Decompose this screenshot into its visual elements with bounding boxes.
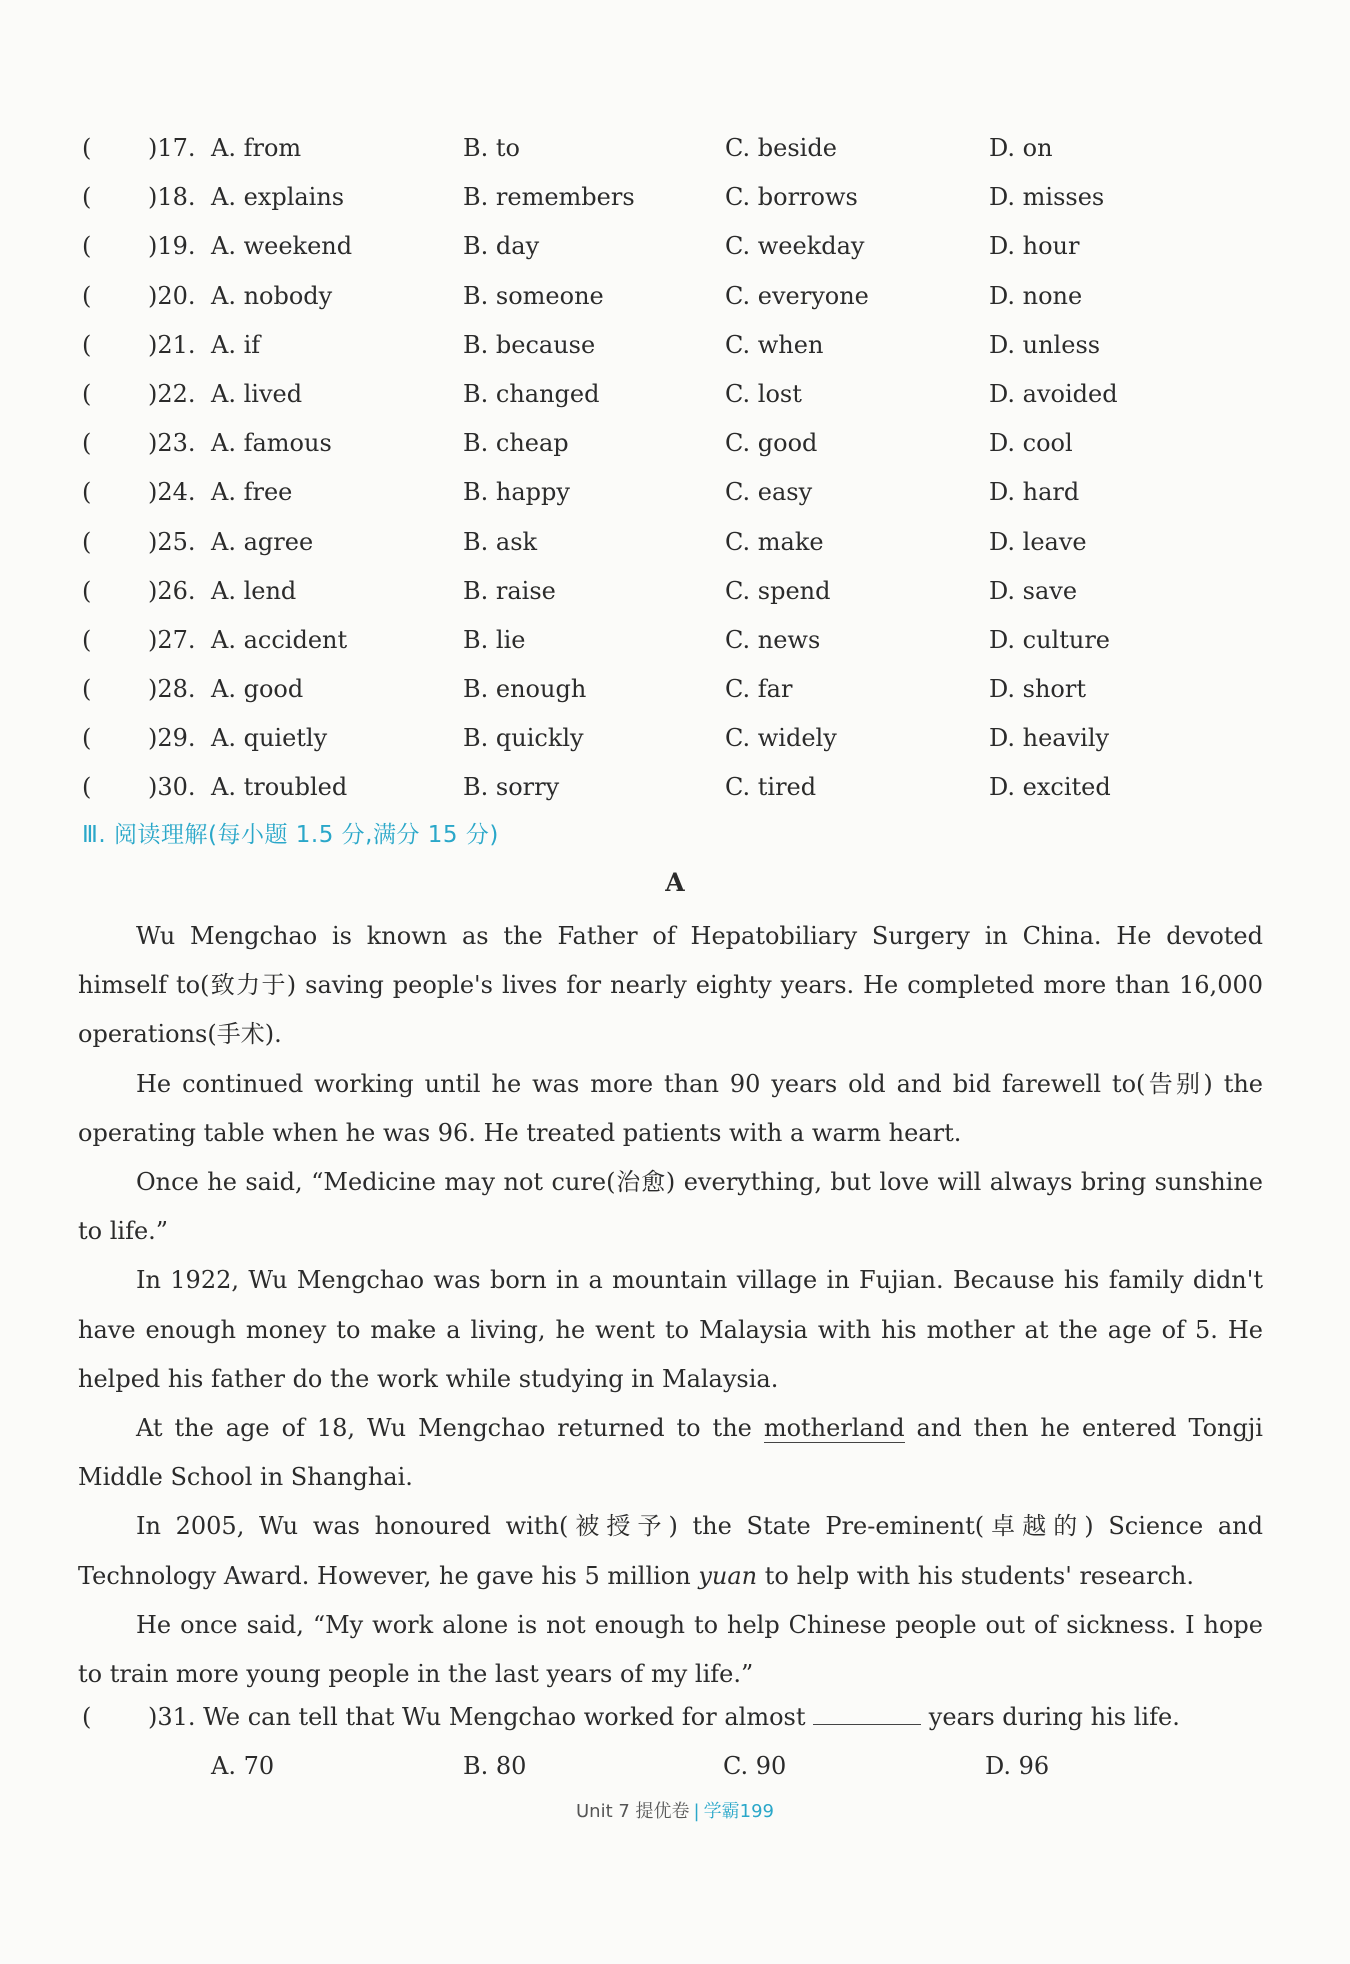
option-d[interactable]: D. avoided (989, 379, 1118, 408)
question-row (78, 468, 1278, 517)
option-c[interactable]: C. make (725, 527, 824, 556)
option-d[interactable]: D. 96 (985, 1752, 1050, 1780)
question-row (78, 124, 1278, 173)
option-b[interactable]: B. someone (463, 281, 604, 310)
question-row (78, 370, 1278, 419)
option-d[interactable]: D. heavily (989, 724, 1110, 753)
option-c[interactable]: C. good (725, 429, 818, 458)
answer-paren[interactable]: ( (82, 724, 92, 753)
underlined-word: motherland (763, 1414, 905, 1443)
option-b[interactable]: B. happy (463, 478, 570, 507)
passage-paragraph (78, 1404, 1263, 1502)
option-d[interactable]: D. short (989, 675, 1086, 704)
question-number: )29. (148, 724, 196, 753)
question-number: )17. (148, 134, 196, 162)
question-number: )30. (148, 773, 196, 802)
option-a[interactable]: A. 70 (211, 1752, 275, 1780)
option-c[interactable]: C. easy (725, 478, 813, 507)
passage-paragraph: Wu Mengchao is known as the Father of Hepatobiliary Surgery in China. He devoted himself to(致力于) saving people's lives for nearly eighty years. He completed more than 16,000 operations(手术). (78, 922, 1263, 1049)
option-a[interactable]: A. agree (211, 527, 314, 556)
question-row (78, 616, 1278, 665)
option-b[interactable]: B. ask (463, 527, 538, 556)
option-a[interactable]: A. lend (211, 576, 297, 605)
question-row (78, 567, 1278, 616)
passage-letter: A (665, 868, 685, 897)
question-row (78, 763, 1278, 812)
footer-separator: | (693, 1801, 700, 1822)
option-d[interactable]: D. misses (989, 183, 1105, 212)
option-a[interactable]: A. good (211, 675, 304, 704)
option-d[interactable]: D. culture (989, 625, 1110, 654)
option-d[interactable]: D. hard (989, 478, 1080, 507)
option-d[interactable]: D. save (989, 576, 1078, 605)
question-number: )27. (148, 625, 196, 654)
answer-paren[interactable]: ( (82, 625, 92, 654)
text-span: to help with his students' research. (757, 1561, 1194, 1590)
option-a[interactable]: A. famous (211, 429, 332, 458)
option-c[interactable]: C. when (725, 330, 824, 359)
question-row (78, 173, 1278, 222)
option-c[interactable]: C. beside (725, 134, 837, 162)
answer-paren[interactable]: ( (82, 183, 92, 212)
passage-paragraph: Once he said, “Medicine may not cure(治愈) everything, but love will always bring sunshine to life.” (78, 1168, 1263, 1246)
question-number: )18. (148, 183, 196, 212)
option-d[interactable]: D. leave (989, 527, 1087, 556)
option-a[interactable]: A. if (211, 330, 261, 359)
question-row (78, 518, 1278, 567)
question-number: )23. (148, 429, 196, 458)
text-span: In 2005, Wu was honoured with(被授予) the State Pre-eminent(卓越的) Science and Technology Award. However, he gave his 5 million (78, 1512, 1263, 1590)
question-row (78, 714, 1278, 763)
option-d[interactable]: D. excited (989, 773, 1111, 802)
answer-paren[interactable]: ( (82, 330, 92, 359)
question-row (78, 222, 1278, 271)
passage-paragraph: He continued working until he was more than 90 years old and bid farewell to(告别) the operating table when he was 96. He treated patients with a warm heart. (78, 1069, 1263, 1147)
option-d[interactable]: D. cool (989, 429, 1073, 458)
option-c[interactable]: C. spend (725, 576, 831, 605)
cloze-options-list (78, 124, 1278, 813)
option-b[interactable]: B. lie (463, 625, 526, 654)
option-c[interactable]: C. tired (725, 773, 817, 802)
option-c[interactable]: C. widely (725, 724, 837, 753)
option-b[interactable]: B. cheap (463, 429, 569, 458)
text-span: years during his life. (921, 1703, 1180, 1731)
passage-paragraph (78, 1502, 1263, 1600)
option-c[interactable]: C. weekday (725, 232, 865, 261)
answer-paren[interactable]: ( (82, 281, 92, 310)
answer-paren[interactable]: ( (82, 429, 92, 458)
italic-word: yuan (698, 1561, 758, 1590)
answer-paren[interactable]: ( (82, 478, 92, 507)
option-a[interactable]: A. lived (211, 379, 303, 408)
page-number: 199 (739, 1801, 774, 1822)
question-row (78, 419, 1278, 468)
option-b[interactable]: B. enough (463, 675, 587, 704)
question-number: )24. (148, 478, 196, 507)
option-b[interactable]: B. quickly (463, 724, 584, 753)
option-a[interactable]: A. from (211, 134, 302, 162)
option-d[interactable]: D. hour (989, 232, 1080, 261)
option-b[interactable]: B. 80 (463, 1752, 527, 1780)
option-c[interactable]: C. far (725, 675, 793, 704)
passage-paragraph: He once said, “My work alone is not enough to help Chinese people out of sickness. I hope to train more young people in the last years of my life.” (78, 1610, 1263, 1689)
answer-paren[interactable]: ( (82, 1703, 92, 1731)
question-number: )28. (148, 675, 196, 704)
page-footer (0, 1797, 1350, 1823)
option-a[interactable]: A. quietly (211, 724, 328, 753)
option-a[interactable]: A. explains (211, 183, 345, 212)
option-a[interactable]: A. nobody (211, 281, 333, 310)
question-number: )22. (148, 379, 196, 408)
footer-brand: 学霸 (703, 1801, 740, 1822)
option-a[interactable]: A. free (211, 478, 293, 507)
answer-paren[interactable]: ( (82, 134, 92, 162)
passage-paragraph: In 1922, Wu Mengchao was born in a mountain village in Fujian. Because his family didn't have enough money to make a living, he went to Malaysia with his mother at the age of 5. He helped his father do the work while studying in Malaysia. (78, 1266, 1263, 1393)
option-a[interactable]: A. weekend (211, 232, 353, 261)
option-c[interactable]: C. everyone (725, 281, 869, 310)
footer-unit: Unit 7 提优卷 (576, 1801, 690, 1822)
text-span: )31. We can tell that Wu Mengchao worked for almost (148, 1703, 814, 1731)
answer-paren[interactable]: ( (82, 773, 92, 802)
option-c[interactable]: C. 90 (723, 1752, 787, 1780)
answer-paren[interactable]: ( (82, 379, 92, 408)
question-number: )26. (148, 576, 196, 605)
answer-blank[interactable] (813, 1698, 921, 1725)
question-number: )25. (148, 527, 196, 556)
answer-paren[interactable]: ( (82, 675, 92, 704)
answer-paren[interactable]: ( (82, 576, 92, 605)
option-b[interactable]: B. sorry (463, 773, 560, 802)
option-b[interactable]: B. changed (463, 379, 600, 408)
question-row (78, 321, 1278, 370)
answer-paren[interactable]: ( (82, 527, 92, 556)
question-row (78, 272, 1278, 321)
question-number: )19. (148, 232, 196, 261)
option-b[interactable]: B. because (463, 330, 596, 359)
option-c[interactable]: C. news (725, 625, 821, 654)
option-d[interactable]: D. unless (989, 330, 1101, 359)
text-span: At the age of 18, Wu Mengchao returned to the (136, 1414, 764, 1443)
option-c[interactable]: C. borrows (725, 183, 858, 212)
reading-passage (78, 912, 1263, 1699)
question-row (78, 665, 1278, 714)
option-a[interactable]: A. accident (211, 625, 348, 654)
option-c[interactable]: C. lost (725, 379, 802, 408)
text-span: and then he entered Tongji Middle School in Shanghai. (78, 1414, 1263, 1492)
answer-paren[interactable]: ( (82, 232, 92, 261)
option-b[interactable]: B. to (463, 134, 520, 162)
question-stem (148, 1693, 1180, 1742)
option-d[interactable]: D. none (989, 281, 1083, 310)
question-number: )20. (148, 281, 196, 310)
section-title: Ⅲ. 阅读理解(每小题 1.5 分,满分 15 分) (82, 822, 499, 848)
question-number: )21. (148, 330, 196, 359)
option-d[interactable]: D. on (989, 134, 1053, 162)
option-a[interactable]: A. troubled (211, 773, 348, 802)
option-b[interactable]: B. day (463, 232, 540, 261)
option-b[interactable]: B. remembers (463, 183, 635, 212)
option-b[interactable]: B. raise (463, 576, 556, 605)
